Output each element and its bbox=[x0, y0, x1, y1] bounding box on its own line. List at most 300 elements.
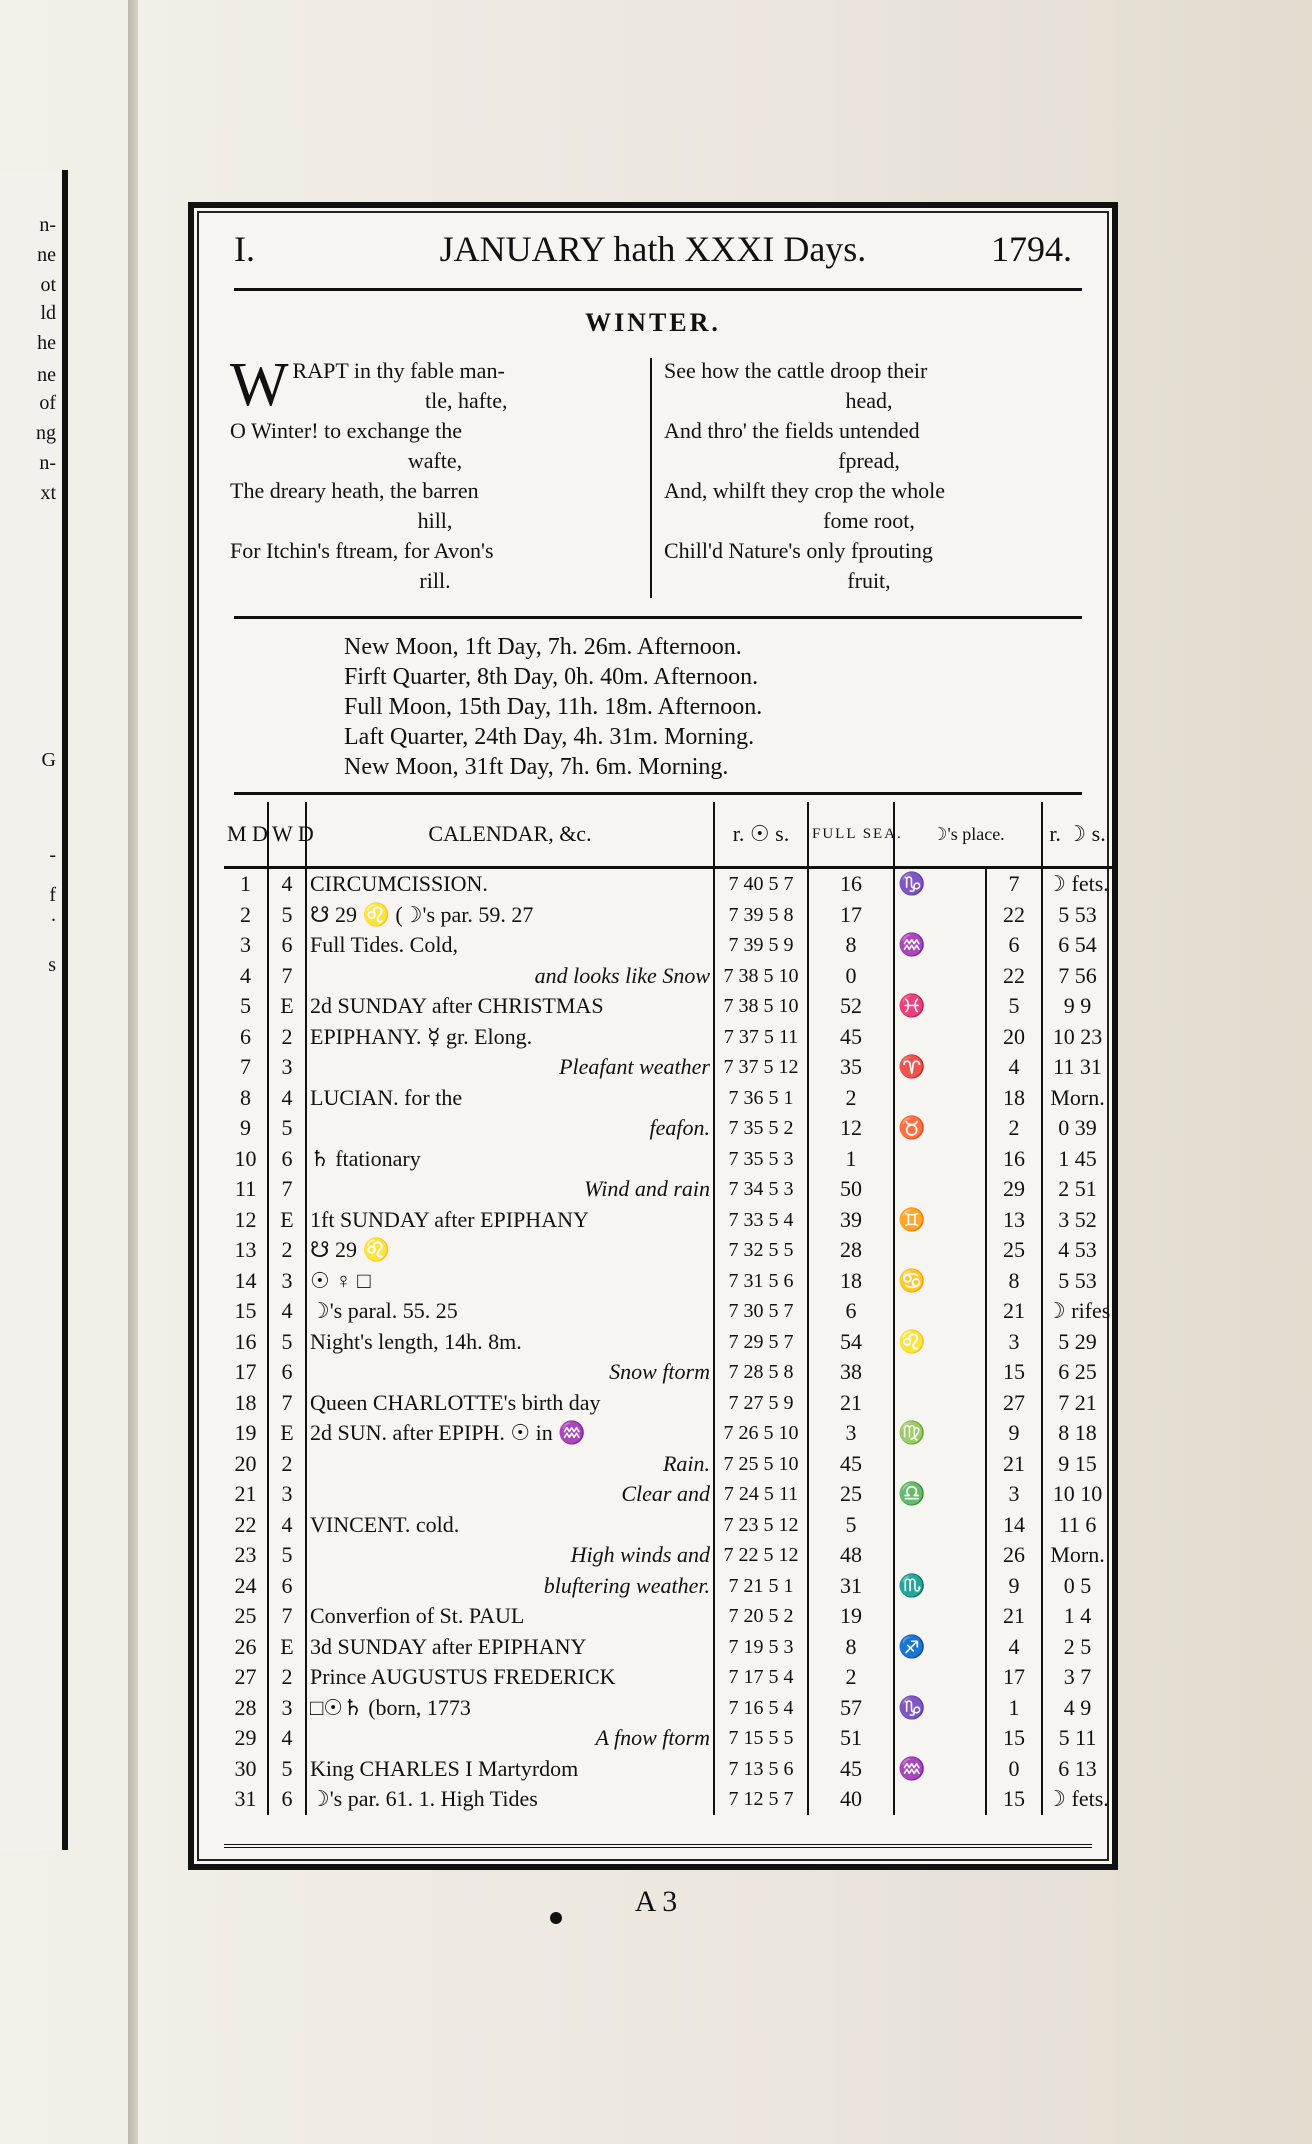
sunset-value: 5 8 bbox=[768, 1361, 794, 1384]
calendar-entry-cell: bluftering weather. bbox=[306, 1571, 714, 1602]
table-row bbox=[224, 1571, 1112, 1602]
sunset-value: 5 7 bbox=[768, 1330, 794, 1353]
calendar-entry-cell: ☋ 29 ♌ (☽'s par. 59. 27 bbox=[306, 900, 714, 931]
prev-page-fragment: - bbox=[49, 844, 56, 866]
prev-page-fragment: ng bbox=[36, 422, 56, 444]
table-row bbox=[224, 1479, 1112, 1510]
sunset-value: 5 12 bbox=[763, 1056, 799, 1079]
moon-sign-cell: ♈ bbox=[894, 1052, 986, 1083]
moon-rise-set-cell: 4 53 bbox=[1042, 1235, 1112, 1266]
moon-rise-set-cell: 9 15 bbox=[1042, 1449, 1112, 1480]
table-row bbox=[224, 900, 1112, 931]
sunrise-value: 7 24 bbox=[723, 1483, 759, 1506]
calendar-entry-cell: Rain. bbox=[306, 1449, 714, 1480]
sunrise-value: 7 35 bbox=[728, 1117, 764, 1140]
full-sea-cell: 8 bbox=[808, 930, 894, 961]
sunrise-value: 7 38 bbox=[723, 964, 759, 987]
moon-sign-cell: ♒ bbox=[894, 930, 986, 961]
moon-sign-cell: ♌ bbox=[894, 1327, 986, 1358]
week-day-cell: 6 bbox=[268, 1144, 306, 1175]
full-sea-cell: 5 bbox=[808, 1510, 894, 1541]
moon-degree-cell: 15 bbox=[986, 1357, 1042, 1388]
moon-sign-cell bbox=[894, 900, 986, 931]
table-row bbox=[224, 1449, 1112, 1480]
moon-rise-set-cell: 5 53 bbox=[1042, 1266, 1112, 1297]
moon-sign-cell: ♏ bbox=[894, 1571, 986, 1602]
sunrise-sunset-cell bbox=[714, 1022, 808, 1053]
moon-phase-line: New Moon, 31ft Day, 7h. 6m. Morning. bbox=[344, 754, 729, 780]
week-day-cell: 6 bbox=[268, 1571, 306, 1602]
sunrise-sunset-cell bbox=[714, 991, 808, 1022]
moon-degree-cell: 17 bbox=[986, 1662, 1042, 1693]
moon-sign-cell: ♑ bbox=[894, 868, 986, 900]
moon-degree-cell: 22 bbox=[986, 900, 1042, 931]
moon-rise-set-cell: ☽ fets. bbox=[1042, 1784, 1112, 1815]
moon-sign-cell bbox=[894, 1235, 986, 1266]
poem-left-column bbox=[230, 351, 640, 596]
month-day-cell: 22 bbox=[234, 1511, 257, 1537]
moon-degree-cell: 29 bbox=[986, 1174, 1042, 1205]
sunset-value: 5 5 bbox=[768, 1727, 794, 1750]
moon-rise-set-cell: ☽ rifes bbox=[1042, 1296, 1112, 1327]
month-day-cell: 10 bbox=[234, 1145, 257, 1171]
moon-phase-line: New Moon, 1ft Day, 7h. 26m. Afternoon. bbox=[344, 634, 742, 660]
full-sea-cell: 57 bbox=[808, 1693, 894, 1724]
week-day-cell: 2 bbox=[268, 1449, 306, 1480]
week-day-cell: 6 bbox=[268, 930, 306, 961]
calendar-entry-cell: Wind and rain bbox=[306, 1174, 714, 1205]
moon-degree-cell: 27 bbox=[986, 1388, 1042, 1419]
sunrise-value: 7 23 bbox=[723, 1513, 759, 1536]
header-calendar: CALENDAR, &c. bbox=[306, 802, 714, 868]
previous-page-edge bbox=[0, 170, 68, 1850]
full-sea-cell: 25 bbox=[808, 1479, 894, 1510]
table-row bbox=[224, 1296, 1112, 1327]
moon-rise-set-cell: 3 7 bbox=[1042, 1662, 1112, 1693]
sunrise-sunset-cell bbox=[714, 1693, 808, 1724]
calendar-entry-cell: CIRCUMCISSION. bbox=[306, 868, 714, 900]
calendar-entry-cell: 2d SUN. after EPIPH. ☉ in ♒ bbox=[306, 1418, 714, 1449]
sunset-value: 5 6 bbox=[768, 1757, 794, 1780]
sunrise-value: 7 30 bbox=[728, 1300, 764, 1323]
calendar-table bbox=[224, 802, 1112, 1815]
sunrise-sunset-cell bbox=[714, 1174, 808, 1205]
moon-rise-set-cell: ☽ fets. bbox=[1042, 868, 1112, 900]
full-sea-cell: 19 bbox=[808, 1601, 894, 1632]
full-sea-cell: 21 bbox=[808, 1388, 894, 1419]
calendar-entry-cell: ☋ 29 ♌ bbox=[306, 1235, 714, 1266]
table-row bbox=[224, 930, 1112, 961]
calendar-entry-cell: LUCIAN. for the bbox=[306, 1083, 714, 1114]
sunrise-sunset-cell bbox=[714, 1327, 808, 1358]
sunrise-value: 7 21 bbox=[728, 1574, 764, 1597]
full-sea-cell: 16 bbox=[808, 868, 894, 900]
sunrise-value: 7 32 bbox=[728, 1239, 764, 1262]
moon-rise-set-cell: 10 10 bbox=[1042, 1479, 1112, 1510]
moon-degree-cell: 15 bbox=[986, 1784, 1042, 1815]
sunrise-value: 7 36 bbox=[728, 1086, 764, 1109]
moon-sign-cell bbox=[894, 1144, 986, 1175]
month-day-cell: 24 bbox=[234, 1572, 257, 1598]
sunset-value: 5 7 bbox=[768, 1300, 794, 1323]
sunrise-value: 7 37 bbox=[723, 1025, 759, 1048]
moon-sign-cell bbox=[894, 1510, 986, 1541]
moon-rise-set-cell: 6 54 bbox=[1042, 930, 1112, 961]
header-rule bbox=[234, 288, 1082, 291]
full-sea-cell: 2 bbox=[808, 1662, 894, 1693]
moon-rise-set-cell: 2 5 bbox=[1042, 1632, 1112, 1663]
calendar-entry-cell: King CHARLES I Martyrdom bbox=[306, 1754, 714, 1785]
calendar-entry-cell: 1ft SUNDAY after EPIPHANY bbox=[306, 1205, 714, 1236]
month-day-cell: 20 bbox=[234, 1450, 257, 1476]
moon-degree-cell: 6 bbox=[986, 930, 1042, 961]
week-day-cell: 5 bbox=[268, 900, 306, 931]
full-sea-cell: 1 bbox=[808, 1144, 894, 1175]
month-day-cell: 3 bbox=[240, 932, 251, 958]
calendar-entry-cell: Full Tides. Cold, bbox=[306, 930, 714, 961]
moon-sign-cell bbox=[894, 1540, 986, 1571]
table-row bbox=[224, 991, 1112, 1022]
sunset-value: 5 1 bbox=[768, 1086, 794, 1109]
prev-page-fragment: of bbox=[39, 392, 56, 414]
signature-mark: A 3 bbox=[634, 1885, 678, 1918]
season-heading: WINTER. bbox=[585, 308, 721, 337]
table-row bbox=[224, 1052, 1112, 1083]
sunrise-sunset-cell bbox=[714, 1205, 808, 1236]
week-day-cell: 4 bbox=[268, 868, 306, 900]
full-sea-cell: 54 bbox=[808, 1327, 894, 1358]
calendar-entry-cell: ☽'s paral. 55. 25 bbox=[306, 1296, 714, 1327]
moon-degree-cell: 7 bbox=[986, 868, 1042, 900]
prev-page-fragment: s bbox=[48, 954, 56, 976]
week-day-cell: 5 bbox=[268, 1327, 306, 1358]
sunset-value: 5 5 bbox=[768, 1239, 794, 1262]
moon-rise-set-cell: Morn. bbox=[1042, 1083, 1112, 1114]
table-row bbox=[224, 1601, 1112, 1632]
prev-page-fragment: ne bbox=[37, 244, 56, 266]
sunrise-sunset-cell bbox=[714, 1113, 808, 1144]
drop-cap: W bbox=[230, 351, 289, 419]
moon-degree-cell: 13 bbox=[986, 1205, 1042, 1236]
full-sea-cell: 38 bbox=[808, 1357, 894, 1388]
sunrise-value: 7 25 bbox=[723, 1452, 759, 1475]
calendar-entry-cell: Queen CHARLOTTE's birth day bbox=[306, 1388, 714, 1419]
sunset-value: 5 9 bbox=[768, 934, 794, 957]
sunset-value: 5 8 bbox=[768, 903, 794, 926]
moon-rise-set-cell: 6 13 bbox=[1042, 1754, 1112, 1785]
moon-sign-cell bbox=[894, 1174, 986, 1205]
sunrise-sunset-cell bbox=[714, 1052, 808, 1083]
moon-sign-cell: ♓ bbox=[894, 991, 986, 1022]
month-day-cell: 25 bbox=[234, 1603, 257, 1629]
full-sea-cell: 50 bbox=[808, 1174, 894, 1205]
prev-page-fragment: he bbox=[37, 332, 56, 354]
sunrise-sunset-cell bbox=[714, 1449, 808, 1480]
month-day-cell: 28 bbox=[234, 1694, 257, 1720]
sunset-value: 5 6 bbox=[768, 1269, 794, 1292]
page-header bbox=[234, 228, 1072, 278]
week-day-cell: 5 bbox=[268, 1540, 306, 1571]
sunset-value: 5 4 bbox=[768, 1696, 794, 1719]
calendar-entry-cell: VINCENT. cold. bbox=[306, 1510, 714, 1541]
moon-degree-cell: 20 bbox=[986, 1022, 1042, 1053]
poem-right-column bbox=[664, 356, 1074, 596]
sunset-value: 5 2 bbox=[768, 1605, 794, 1628]
moon-sign-cell: ♑ bbox=[894, 1693, 986, 1724]
table-row bbox=[224, 1205, 1112, 1236]
full-sea-cell: 3 bbox=[808, 1418, 894, 1449]
calendar-entry-cell: Converfion of St. PAUL bbox=[306, 1601, 714, 1632]
sunrise-value: 7 39 bbox=[728, 903, 764, 926]
sunset-value: 5 12 bbox=[763, 1544, 799, 1567]
moon-phase-line: Full Moon, 15th Day, 11h. 18m. Afternoon. bbox=[344, 694, 763, 720]
month-day-cell: 31 bbox=[234, 1786, 257, 1812]
prev-page-fragment: f bbox=[49, 884, 56, 906]
sunrise-sunset-cell bbox=[714, 1235, 808, 1266]
moon-rise-set-cell: 5 53 bbox=[1042, 900, 1112, 931]
sunrise-value: 7 35 bbox=[728, 1147, 764, 1170]
week-day-cell: E bbox=[268, 1205, 306, 1236]
moon-sign-cell bbox=[894, 1784, 986, 1815]
month-day-cell: 19 bbox=[234, 1420, 257, 1446]
week-day-cell: 4 bbox=[268, 1510, 306, 1541]
sunset-value: 5 10 bbox=[763, 995, 799, 1018]
sunset-value: 5 10 bbox=[763, 964, 799, 987]
poem-line: rill. bbox=[419, 568, 451, 593]
week-day-cell: 5 bbox=[268, 1113, 306, 1144]
sunrise-sunset-cell bbox=[714, 961, 808, 992]
moon-sign-cell bbox=[894, 1388, 986, 1419]
sunrise-sunset-cell bbox=[714, 930, 808, 961]
month-day-cell: 16 bbox=[234, 1328, 257, 1354]
prev-page-fragment: G bbox=[41, 749, 56, 771]
poem-line: Chill'd Nature's only fprouting bbox=[664, 538, 933, 563]
month-day-cell: 23 bbox=[234, 1542, 257, 1568]
sunset-value: 5 9 bbox=[768, 1391, 794, 1414]
header-sun: r. ☉ s. bbox=[714, 802, 808, 868]
table-row bbox=[224, 1388, 1112, 1419]
table-row bbox=[224, 961, 1112, 992]
sunrise-sunset-cell bbox=[714, 900, 808, 931]
month-day-cell: 11 bbox=[234, 1176, 257, 1202]
sunrise-value: 7 16 bbox=[728, 1696, 764, 1719]
full-sea-cell: 8 bbox=[808, 1632, 894, 1663]
full-sea-cell: 52 bbox=[808, 991, 894, 1022]
moon-degree-cell: 14 bbox=[986, 1510, 1042, 1541]
table-row bbox=[224, 1113, 1112, 1144]
month-day-cell: 30 bbox=[234, 1755, 257, 1781]
prev-page-fragment: ot bbox=[40, 274, 56, 296]
poem-line: See how the cattle droop their bbox=[664, 358, 928, 383]
full-sea-cell: 31 bbox=[808, 1571, 894, 1602]
sunset-value: 5 7 bbox=[768, 873, 794, 896]
table-row bbox=[224, 1693, 1112, 1724]
month-day-cell: 12 bbox=[234, 1206, 257, 1232]
sunrise-value: 7 37 bbox=[723, 1056, 759, 1079]
moon-rise-set-cell: 10 23 bbox=[1042, 1022, 1112, 1053]
moon-degree-cell: 21 bbox=[986, 1601, 1042, 1632]
week-day-cell: 7 bbox=[268, 1388, 306, 1419]
full-sea-cell: 17 bbox=[808, 900, 894, 931]
book-gutter bbox=[128, 0, 138, 2144]
moon-phase-line: Laft Quarter, 24th Day, 4h. 31m. Morning. bbox=[344, 724, 755, 750]
week-day-cell: E bbox=[268, 1632, 306, 1663]
poem-divider bbox=[650, 358, 652, 598]
month-day-cell: 18 bbox=[234, 1389, 257, 1415]
poem-line: head, bbox=[845, 388, 893, 413]
sunrise-value: 7 39 bbox=[728, 934, 764, 957]
month-day-cell: 15 bbox=[234, 1298, 257, 1324]
week-day-cell: 3 bbox=[268, 1693, 306, 1724]
moon-degree-cell: 8 bbox=[986, 1266, 1042, 1297]
moon-degree-cell: 26 bbox=[986, 1540, 1042, 1571]
full-sea-cell: 48 bbox=[808, 1540, 894, 1571]
full-sea-cell: 0 bbox=[808, 961, 894, 992]
month-day-cell: 26 bbox=[234, 1633, 257, 1659]
sunset-value: 5 3 bbox=[768, 1147, 794, 1170]
moon-rise-set-cell: 5 29 bbox=[1042, 1327, 1112, 1358]
sunrise-value: 7 20 bbox=[728, 1605, 764, 1628]
prev-page-fragment: xt bbox=[40, 482, 56, 504]
table-row bbox=[224, 1632, 1112, 1663]
sunrise-sunset-cell bbox=[714, 1601, 808, 1632]
full-sea-cell: 51 bbox=[808, 1723, 894, 1754]
moon-sign-cell bbox=[894, 1662, 986, 1693]
table-row bbox=[224, 868, 1112, 900]
full-sea-cell: 45 bbox=[808, 1449, 894, 1480]
week-day-cell: E bbox=[268, 1418, 306, 1449]
header-wd: W D bbox=[268, 802, 306, 868]
calendar-entry-cell: Clear and bbox=[306, 1479, 714, 1510]
table-row bbox=[224, 1083, 1112, 1114]
week-day-cell: 3 bbox=[268, 1479, 306, 1510]
moon-degree-cell: 21 bbox=[986, 1449, 1042, 1480]
sunrise-sunset-cell bbox=[714, 1388, 808, 1419]
full-sea-cell: 35 bbox=[808, 1052, 894, 1083]
table-row bbox=[224, 1754, 1112, 1785]
moon-degree-cell: 3 bbox=[986, 1479, 1042, 1510]
moon-phase-line: Firft Quarter, 8th Day, 0h. 40m. Afternoon. bbox=[344, 664, 759, 690]
moon-sign-cell: ♎ bbox=[894, 1479, 986, 1510]
moon-sign-cell bbox=[894, 1449, 986, 1480]
sunrise-value: 7 17 bbox=[728, 1666, 764, 1689]
sunset-value: 5 4 bbox=[768, 1666, 794, 1689]
ink-dot bbox=[550, 1912, 562, 1924]
sunrise-sunset-cell bbox=[714, 1754, 808, 1785]
moon-rise-set-cell: 5 11 bbox=[1042, 1723, 1112, 1754]
moon-degree-cell: 9 bbox=[986, 1418, 1042, 1449]
poem-line: And thro' the fields untended bbox=[664, 418, 920, 443]
week-day-cell: 7 bbox=[268, 1601, 306, 1632]
full-sea-cell: 6 bbox=[808, 1296, 894, 1327]
sunrise-sunset-cell bbox=[714, 1083, 808, 1114]
sunrise-sunset-cell bbox=[714, 1632, 808, 1663]
full-sea-cell: 12 bbox=[808, 1113, 894, 1144]
sunrise-value: 7 12 bbox=[728, 1788, 764, 1811]
sunrise-sunset-cell bbox=[714, 1723, 808, 1754]
year: 1794. bbox=[991, 229, 1072, 269]
month-day-cell: 6 bbox=[240, 1023, 251, 1049]
calendar-entry-cell: Pleafant weather bbox=[306, 1052, 714, 1083]
month-day-cell: 29 bbox=[234, 1725, 257, 1751]
table-row bbox=[224, 1723, 1112, 1754]
calendar-entry-cell: EPIPHANY. ☿ gr. Elong. bbox=[306, 1022, 714, 1053]
moon-degree-cell: 22 bbox=[986, 961, 1042, 992]
moon-degree-cell: 21 bbox=[986, 1296, 1042, 1327]
sunrise-sunset-cell bbox=[714, 1510, 808, 1541]
moon-degree-cell: 3 bbox=[986, 1327, 1042, 1358]
prev-page-fragment: . bbox=[51, 904, 56, 926]
moon-rise-set-cell: 1 4 bbox=[1042, 1601, 1112, 1632]
moon-rise-set-cell: 7 56 bbox=[1042, 961, 1112, 992]
poem-rule bbox=[234, 616, 1082, 619]
moon-rise-set-cell: 1 45 bbox=[1042, 1144, 1112, 1175]
prev-page-fragment: ld bbox=[40, 302, 56, 324]
poem-line: The dreary heath, the barren bbox=[230, 478, 479, 503]
moon-rise-set-cell: 0 39 bbox=[1042, 1113, 1112, 1144]
sunset-value: 5 10 bbox=[763, 1422, 799, 1445]
moon-sign-cell bbox=[894, 1601, 986, 1632]
moon-sign-cell: ♋ bbox=[894, 1266, 986, 1297]
moon-rise-set-cell: Morn. bbox=[1042, 1540, 1112, 1571]
calendar-entry-cell: Prince AUGUSTUS FREDERICK bbox=[306, 1662, 714, 1693]
full-sea-cell: 45 bbox=[808, 1022, 894, 1053]
full-sea-cell: 2 bbox=[808, 1083, 894, 1114]
week-day-cell: 2 bbox=[268, 1662, 306, 1693]
poem-line: fome root, bbox=[823, 508, 915, 533]
week-day-cell: 6 bbox=[268, 1784, 306, 1815]
week-day-cell: 4 bbox=[268, 1083, 306, 1114]
sunrise-value: 7 19 bbox=[728, 1635, 764, 1658]
sunrise-sunset-cell bbox=[714, 1540, 808, 1571]
poem-line: RAPT in thy fable man- bbox=[292, 358, 505, 383]
moon-rise-set-cell: 8 18 bbox=[1042, 1418, 1112, 1449]
moon-rise-set-cell: 4 9 bbox=[1042, 1693, 1112, 1724]
sunrise-value: 7 27 bbox=[728, 1391, 764, 1414]
week-day-cell: 7 bbox=[268, 961, 306, 992]
month-day-cell: 21 bbox=[234, 1481, 257, 1507]
prev-page-fragment: ne bbox=[37, 364, 56, 386]
moon-rise-set-cell: 6 25 bbox=[1042, 1357, 1112, 1388]
moon-rise-set-cell: 7 21 bbox=[1042, 1388, 1112, 1419]
poem-line: And, whilft they crop the whole bbox=[664, 478, 946, 503]
moon-sign-cell: ♐ bbox=[894, 1632, 986, 1663]
sunset-value: 5 12 bbox=[763, 1513, 799, 1536]
sunrise-sunset-cell bbox=[714, 1479, 808, 1510]
moon-phases bbox=[344, 632, 964, 782]
table-row bbox=[224, 1022, 1112, 1053]
week-day-cell: 4 bbox=[268, 1723, 306, 1754]
moon-degree-cell: 4 bbox=[986, 1052, 1042, 1083]
table-row bbox=[224, 1327, 1112, 1358]
prev-page-fragment: n- bbox=[39, 214, 56, 236]
month-day-cell: 5 bbox=[240, 993, 251, 1019]
table-row bbox=[224, 1662, 1112, 1693]
month-day-cell: 4 bbox=[240, 962, 251, 988]
month-day-cell: 9 bbox=[240, 1115, 251, 1141]
month-day-cell: 17 bbox=[234, 1359, 257, 1385]
full-sea-cell: 18 bbox=[808, 1266, 894, 1297]
sunrise-sunset-cell bbox=[714, 1784, 808, 1815]
sunset-value: 5 3 bbox=[768, 1635, 794, 1658]
moon-sign-cell bbox=[894, 1022, 986, 1053]
calendar-entry-cell: feafon. bbox=[306, 1113, 714, 1144]
calendar-entry-cell: 3d SUNDAY after EPIPHANY bbox=[306, 1632, 714, 1663]
sunrise-value: 7 31 bbox=[728, 1269, 764, 1292]
calendar-entry-cell: and looks like Snow bbox=[306, 961, 714, 992]
poem-line: O Winter! to exchange the bbox=[230, 418, 463, 443]
moon-sign-cell bbox=[894, 1723, 986, 1754]
